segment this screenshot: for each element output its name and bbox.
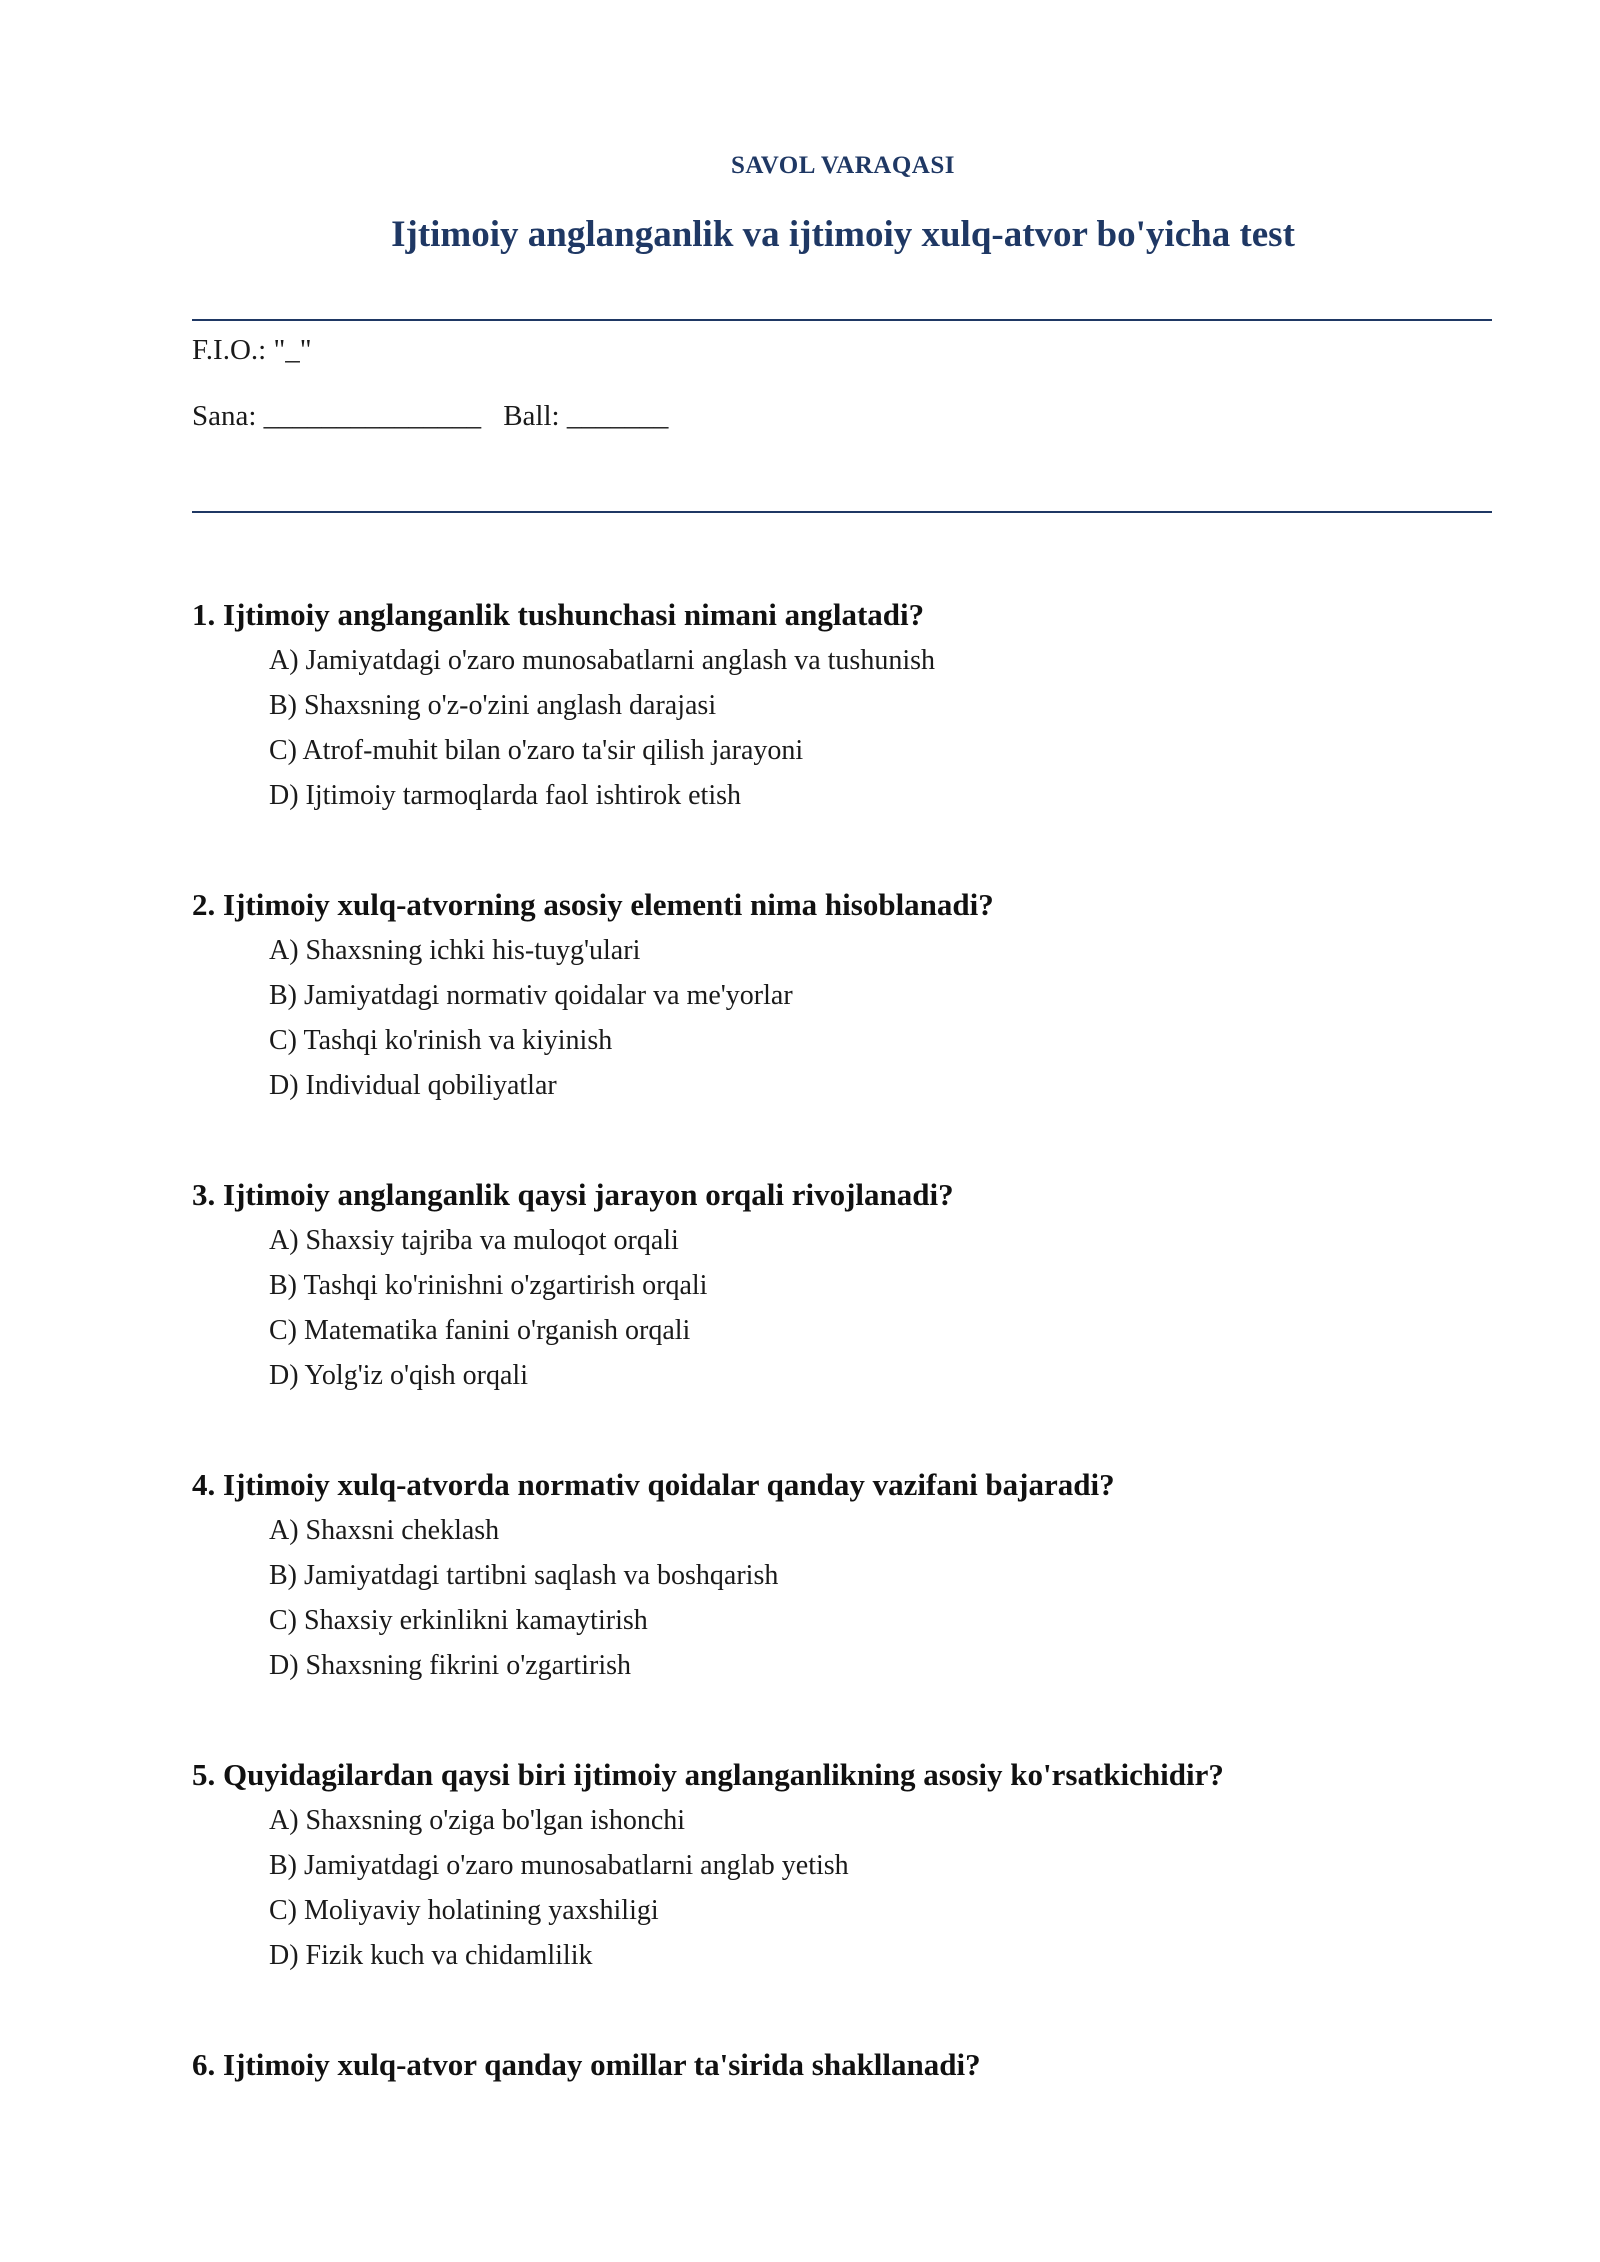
- answer-option[interactable]: A) Shaxsning o'ziga bo'lgan ishonchi: [269, 1805, 686, 1836]
- answer-options: [192, 1798, 1492, 1978]
- answer-option[interactable]: D) Ijtimoiy tarmoqlarda faol ishtirok etish: [269, 780, 742, 811]
- fio-field[interactable]: F.I.O.: "_": [192, 334, 312, 366]
- answer-option[interactable]: B) Jamiyatdagi o'zaro munosabatlarni anglab yetish: [269, 1850, 849, 1881]
- answer-option[interactable]: A) Jamiyatdagi o'zaro munosabatlarni anglash va tushunish: [269, 645, 935, 676]
- answer-option[interactable]: C) Atrof-muhit bilan o'zaro ta'sir qilish jarayoni: [269, 735, 804, 766]
- answer-options: [192, 1508, 1492, 1688]
- question-text: 3. Ijtimoiy anglanganlik qaysi jarayon orqali rivojlanadi?: [192, 1177, 954, 1212]
- date-score-row: [192, 400, 668, 433]
- answer-options: [192, 638, 1492, 818]
- answer-option[interactable]: B) Jamiyatdagi normativ qoidalar va me'yorlar: [269, 980, 793, 1011]
- answer-option[interactable]: B) Shaxsning o'z-o'zini anglash darajasi: [269, 690, 717, 721]
- document-label: SAVOL VARAQASI: [731, 152, 955, 179]
- answer-option[interactable]: C) Shaxsiy erkinlikni kamaytirish: [269, 1605, 648, 1636]
- question-item: [192, 1172, 1492, 1398]
- answer-option[interactable]: C) Tashqi ko'rinish va kiyinish: [269, 1025, 613, 1056]
- question-list: [192, 592, 1492, 2152]
- question-text: 4. Ijtimoiy xulq-atvorda normativ qoidalar qanday vazifani bajaradi?: [192, 1467, 1115, 1502]
- document-title: Ijtimoiy anglanganlik va ijtimoiy xulq-atvor bo'yicha test: [391, 214, 1295, 255]
- answer-options: [192, 928, 1492, 1108]
- question-text: 6. Ijtimoiy xulq-atvor qanday omillar ta'sirida shakllanadi?: [192, 2047, 981, 2082]
- question-text: 2. Ijtimoiy xulq-atvorning asosiy elementi nima hisoblanadi?: [192, 887, 994, 922]
- answer-option[interactable]: C) Moliyaviy holatining yaxshiligi: [269, 1895, 659, 1926]
- date-field[interactable]: Sana: _______________: [192, 400, 482, 432]
- header-divider-top: [192, 319, 1492, 321]
- answer-option[interactable]: A) Shaxsning ichki his-tuyg'ulari: [269, 935, 641, 966]
- answer-option[interactable]: D) Individual qobiliyatlar: [269, 1070, 557, 1101]
- answer-option[interactable]: D) Shaxsning fikrini o'zgartirish: [269, 1650, 631, 1681]
- question-item: [192, 592, 1492, 818]
- answer-option[interactable]: A) Shaxsiy tajriba va muloqot orqali: [269, 1225, 679, 1256]
- answer-option[interactable]: B) Jamiyatdagi tartibni saqlash va boshqarish: [269, 1560, 779, 1591]
- answer-option[interactable]: D) Yolg'iz o'qish orqali: [269, 1360, 528, 1391]
- answer-options: [192, 1218, 1492, 1398]
- score-field[interactable]: Ball: _______: [503, 400, 669, 432]
- question-text: 1. Ijtimoiy anglanganlik tushunchasi nimani anglatadi?: [192, 597, 925, 632]
- answer-option[interactable]: A) Shaxsni cheklash: [269, 1515, 500, 1546]
- answer-option[interactable]: B) Tashqi ko'rinishni o'zgartirish orqali: [269, 1270, 708, 1301]
- question-text: 5. Quyidagilardan qaysi biri ijtimoiy anglanganlikning asosiy ko'rsatkichidir?: [192, 1757, 1224, 1792]
- answer-option[interactable]: C) Matematika fanini o'rganish orqali: [269, 1315, 691, 1346]
- question-item: [192, 1752, 1492, 1978]
- answer-option[interactable]: D) Fizik kuch va chidamlilik: [269, 1940, 593, 1971]
- question-item: [192, 2042, 1492, 2088]
- question-item: [192, 882, 1492, 1108]
- header-divider-bottom: [192, 511, 1492, 513]
- question-item: [192, 1462, 1492, 1688]
